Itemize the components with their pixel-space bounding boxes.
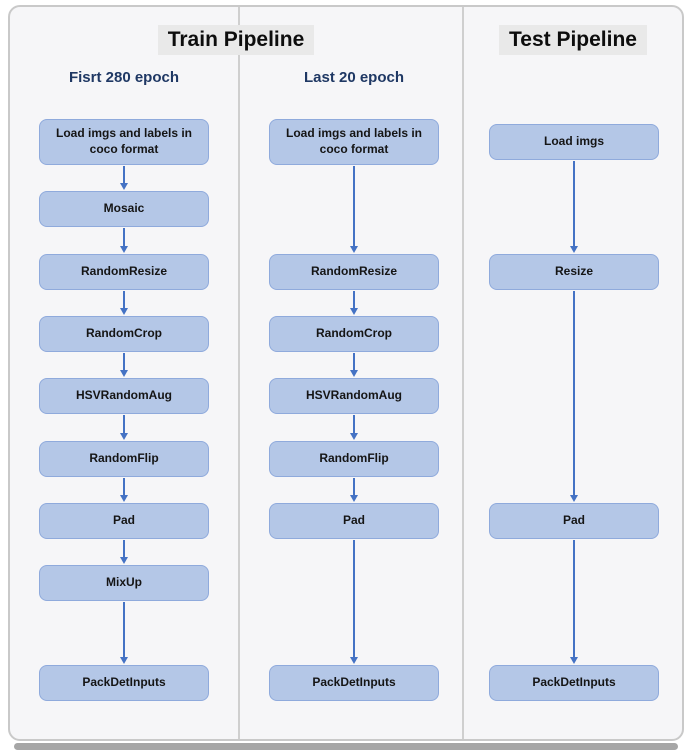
pipeline-step: Pad <box>269 503 439 539</box>
flow-arrowhead-icon <box>350 246 358 253</box>
pipeline-step: RandomFlip <box>39 441 209 477</box>
flow-arrow-line <box>123 228 125 247</box>
test-pipeline-title-area <box>462 25 684 55</box>
flow-arrowhead-icon <box>120 433 128 440</box>
flow-arrow-line <box>353 415 355 434</box>
pipeline-step: Load imgs and labels in coco format <box>269 119 439 165</box>
flow-arrow-line <box>573 291 575 496</box>
flow-arrow-line <box>123 291 125 309</box>
flow-arrow-line <box>123 540 125 558</box>
pipeline-step: Pad <box>39 503 209 539</box>
train-pipeline-title: Train Pipeline <box>158 25 315 55</box>
flow-arrow-line <box>123 166 125 184</box>
flow-arrowhead-icon <box>120 183 128 190</box>
flow-arrowhead-icon <box>350 495 358 502</box>
pipeline-step: Pad <box>489 503 659 539</box>
flow-arrowhead-icon <box>350 433 358 440</box>
flow-arrowhead-icon <box>350 308 358 315</box>
horizontal-scrollbar[interactable] <box>14 743 678 750</box>
flow-arrowhead-icon <box>120 246 128 253</box>
train-pipeline-title-area <box>10 25 462 55</box>
flow-arrowhead-icon <box>570 495 578 502</box>
pipeline-step: RandomFlip <box>269 441 439 477</box>
flow-arrow-line <box>123 353 125 371</box>
flow-arrowhead-icon <box>350 370 358 377</box>
subtitle-first-280-epoch: Fisrt 280 epoch <box>68 69 180 86</box>
train-columns-divider <box>238 7 240 739</box>
pipeline-step: HSVRandomAug <box>269 378 439 414</box>
flow-arrow-line <box>573 540 575 658</box>
pipeline-step: Mosaic <box>39 191 209 227</box>
pipeline-step: PackDetInputs <box>39 665 209 701</box>
diagram-panel <box>8 5 684 741</box>
pipeline-step: RandomCrop <box>39 316 209 352</box>
test-pipeline-title: Test Pipeline <box>499 25 647 55</box>
pipeline-step: Resize <box>489 254 659 290</box>
flow-arrowhead-icon <box>570 246 578 253</box>
flow-arrow-line <box>573 161 575 247</box>
flow-arrow-line <box>353 353 355 371</box>
flow-arrowhead-icon <box>570 657 578 664</box>
flow-arrow-line <box>353 540 355 658</box>
flow-arrowhead-icon <box>120 557 128 564</box>
pipeline-step: PackDetInputs <box>489 665 659 701</box>
flow-arrow-line <box>123 478 125 496</box>
pipeline-step: Load imgs and labels in coco format <box>39 119 209 165</box>
pipeline-step: Load imgs <box>489 124 659 160</box>
flow-arrow-line <box>353 478 355 496</box>
pipeline-step: RandomResize <box>39 254 209 290</box>
train-test-divider <box>462 7 464 739</box>
pipeline-step: RandomCrop <box>269 316 439 352</box>
flow-arrow-line <box>353 166 355 247</box>
flow-arrowhead-icon <box>120 657 128 664</box>
flow-arrow-line <box>123 602 125 658</box>
flow-arrow-line <box>123 415 125 434</box>
pipeline-step: PackDetInputs <box>269 665 439 701</box>
subtitle-last-20-epoch: Last 20 epoch <box>303 69 405 86</box>
pipeline-step: MixUp <box>39 565 209 601</box>
flow-arrowhead-icon <box>120 495 128 502</box>
pipeline-step: HSVRandomAug <box>39 378 209 414</box>
flow-arrow-line <box>353 291 355 309</box>
flow-arrowhead-icon <box>120 308 128 315</box>
pipeline-step: RandomResize <box>269 254 439 290</box>
flow-arrowhead-icon <box>120 370 128 377</box>
flow-arrowhead-icon <box>350 657 358 664</box>
